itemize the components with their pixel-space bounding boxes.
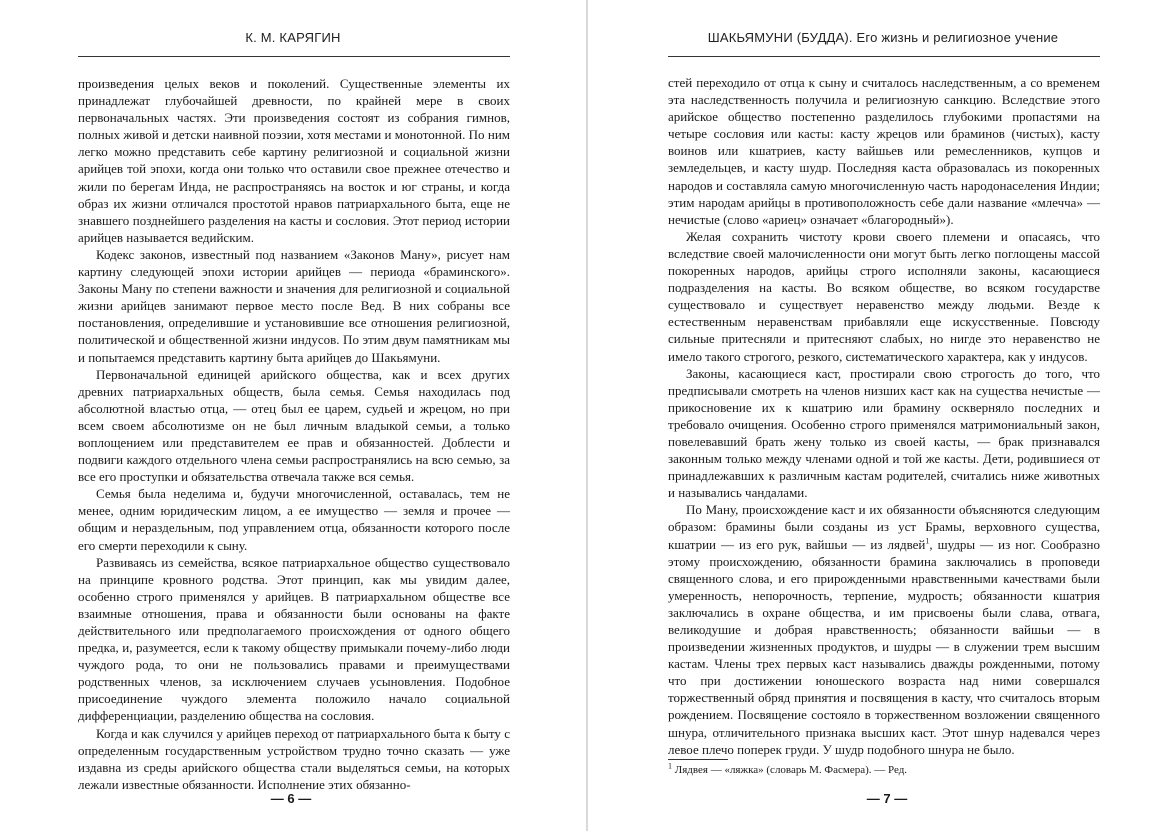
paragraph: Когда и как случился у арийцев переход от патриархального быта к быту с определенным государственным устройством трудно точно сказать — уже издавна из среды арийского общества стали выделяться семьи, на которых лежали известные обязанности. Исполнение этих обязанно- [78,725,510,792]
page-number: — 7 — [866,791,908,806]
page-number: — 6 — [270,791,312,806]
running-header-title: ШАКЬЯМУНИ (БУДДА). Его жизнь и религиозное учение [707,30,1059,45]
header-rule [668,56,1100,57]
paragraph: Первоначальной единицей арийского общества, как и всех других древних патриархальных обществ, была семья. Семья находилась под абсолютной властью отца, — отец был ее царем, судьей и жрецом, но при всем своем абсолютизме он не был личным владыкой семьи, а только воплощением или представителем ее прав и обязанностей. Доблести и подвиги каждого отдельного члена семьи распространялись на всю семью, за все его проступки и обязательства отвечала также вся семья. [78,366,510,485]
page-body [78,75,510,793]
right-page [588,0,1174,831]
paragraph: Развиваясь из семейства, всякое патриархальное общество существовало на принципе кровного родства. Этот принцип, как мы увидим далее, особенно строго применялся у арийцев. В патриархальном обществе все взаимные отношения, права и обязанности были основаны на факте действительного или предполагаемого происхождения от одного общего предка, и, разумеется, если к такому обществу примыкали почему-либо люди чуждого рода, то они не пользовались правами и преимуществами родственных членов, за исключением случаев усыновления. Подобное присоединение чуждого элемента положило начало социальной дифференциации, разделению общества на сословия. [78,554,510,724]
paragraph-text: По Ману, происхождение каст и их обязанности объясняются следующим образом: брамины были созданы из уст Брамы, верховного существа, кшатрии — из его рук, вайшьи — из лядвей [668,502,1100,552]
running-header-author: К. М. КАРЯГИН [245,30,341,45]
paragraph: произведения целых веков и поколений. Существенные элементы их принадлежат глубочайшей древности, по крайней мере в своих первоначальных частях. Эти произведения состоят из собрания гимнов, полных живой и детски наивной поэзии, хотя местами и монотонной. По ним легко можно представить себе картину религиозной и социальной жизни арийцев той эпохи, когда они только что оставили свое прежнее отечество и жили по берегам Инда, не распространяясь на восток и юг страны, и когда образ их жизни отличался простотой нравов патриархального быта, еще не знавшего позднейшего разделения на касты и сословия. Этот период истории арийцев называется ведийским. [78,76,510,245]
left-page [0,0,586,831]
footnote-reference[interactable]: 1 [925,536,930,546]
footnote [668,761,1100,776]
paragraph-text: , шудры — из ног. Сообразно этому происхождению, обязанности брамина заключались в проповеди священного слова, и его прирожденными нравственными качествами были умеренность, непорочность, терпение, мудрость; обязанности кшатрия заключались в охране общества, и им присвоены были слава, отвага, великодушие и добрая нравственность; обязанности вайшьи — в произведении жизненных продуктов, и шудры — в служении трем высшим кастам. Члены трех первых каст назывались дважды рожденными, потому что при достижении юношеского возраста над ними совершался торжественный обряд принятия и посвящения в касту, что считалось вторым рождением. Посвящение состояло в торжественном возложении священного шнура, отличительного признака высших каст. Этот шнур надевался через левое плечо поперек груди. У шудр подобного шнура не было. [668,536,1100,757]
footnote-text: Лядвея — «ляжка» (словарь М. Фасмера). — Ред. [674,764,908,776]
paragraph: Семья была неделима и, будучи многочисленной, оставалась, тем не менее, одним юридическим лицом, а ее имущество — земля и прочее — общим и нераздельным, под управлением отца, обязанности которого после его смерти переходили к сыну. [78,486,510,553]
footnote-rule [668,759,728,760]
page-body [668,74,1100,758]
header-rule [78,56,510,57]
paragraph: Кодекс законов, известный под названием «Законов Ману», рисует нам картину следующей эпохи истории арийцев — периода «браминского». Законы Ману по степени важности и значения для религиозной и социальной жизни арийцев занимают первое место после Вед. В них собраны все постановления, определившие и установившие все отношения религиозной, политической и общественной жизни индусов. По этим двум памятникам мы и попытаемся представить картину быта арийцев до Шакьямуни. [78,246,510,365]
paragraph: Желая сохранить чистоту крови своего племени и опасаясь, что вследствие своей малочисленности они могут быть легко поглощены массой покоренных народов, арийцы строго исполняли законы, касающиеся подразделения на касты. Во всяком обществе, во всяком государстве существовало и существует неравенство между людьми. Везде к естественным неравенствам прибавляли еще искусственные. Повсюду сильные притесняли и притесняют слабых, но нигде это неравенство не имело такого строгого, резкого, систематического характера, как у индусов. [668,228,1100,364]
paragraph [668,501,1100,757]
paragraph: стей переходило от отца к сыну и считалось наследственным, а со временем эта наследственность получила и религиозную санкцию. Вследствие этого арийское общество постепенно разделилось глубокими пропастями на четыре сословия или касты: касту жрецов или браминов (чистых), касту воинов или кшатриев, касту вайшьев или ремесленников, купцов и земледельцев, и касту шудр. Последняя каста образовалась из покоренных народов и составляла самую многочисленную часть народонаселения Индии; этим народам арийцы в противоположность себе дали название «млечча» — нечистые (слово «ариец» означает «благородный»). [668,75,1100,227]
paragraph: Законы, касающиеся каст, простирали свою строгость до того, что предписывали смотреть на членов низших каст как на существа нечистые — прикосновение их к кшатрию или брамину оскверняло последних и требовало очищения. Особенно строго применялся матримониальный закон, повелевавший брать жену только из своей касты, — брак признавался законным только между членами одной и той же касты. Дети, родившиеся от принадлежавших к различным кастам родителей, считались ниже животных и назывались чандалами. [668,365,1100,501]
footnote-marker: 1 [668,761,672,771]
